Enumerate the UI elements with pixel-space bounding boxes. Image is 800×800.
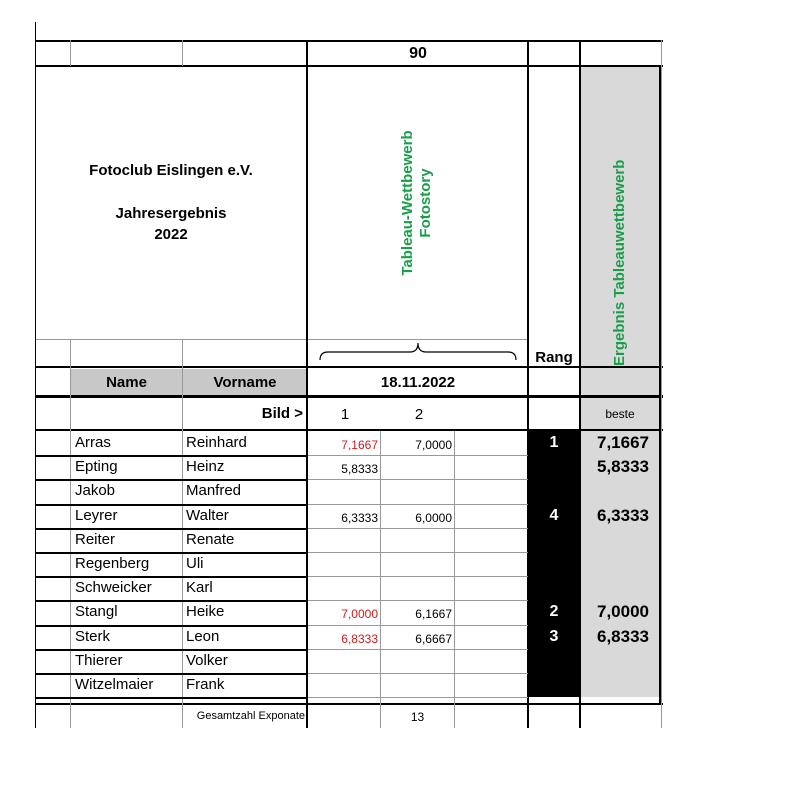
result-column-title: Ergebnis Tableauwettbewerb xyxy=(611,159,628,366)
row-divider xyxy=(35,552,307,554)
bild-label: Bild > xyxy=(261,405,303,422)
participant-firstname: Renate xyxy=(186,530,235,548)
participant-surname: Arras xyxy=(75,434,111,451)
picture-2-header: 2 xyxy=(414,406,424,423)
participant-firstname: Heike xyxy=(186,603,225,621)
score-picture-2: 6,6667 xyxy=(415,631,452,646)
participant-firstname: Manfred xyxy=(186,482,242,500)
club-name: Fotoclub Eislingen e.V. xyxy=(89,162,253,179)
row-divider xyxy=(308,552,528,553)
row-divider xyxy=(308,455,528,456)
participant-surname: Leyrer xyxy=(75,506,118,524)
row-divider xyxy=(308,479,528,480)
date-label: 18.11.2022 xyxy=(380,374,456,391)
row-divider xyxy=(308,697,528,698)
participant-surname: Regenberg xyxy=(75,555,150,572)
total-label: Gesamtzahl Exponate xyxy=(196,710,305,722)
name-header: Name xyxy=(106,374,147,391)
score-picture-2: 6,1667 xyxy=(415,607,452,622)
year-label: 2022 xyxy=(154,226,188,243)
score-picture-1: 6,3333 xyxy=(341,510,378,525)
participant-surname: Reiter xyxy=(75,530,116,548)
best-score: 6,3333 xyxy=(597,505,649,525)
participant-surname: Stangl xyxy=(75,603,118,621)
participant-firstname: Volker xyxy=(186,651,228,669)
participant-surname: Epting xyxy=(75,458,118,476)
row-divider xyxy=(35,649,307,651)
score-picture-1: 5,8333 xyxy=(341,462,378,477)
picture-1-header: 1 xyxy=(340,406,350,423)
row-divider xyxy=(35,697,307,699)
score-picture-1: 6,8333 xyxy=(341,631,378,646)
participant-firstname: Reinhard xyxy=(186,434,247,451)
score-picture-2: 7,0000 xyxy=(415,438,452,452)
row-divider xyxy=(35,673,307,675)
vorname-header: Vorname xyxy=(213,374,277,391)
score-picture-1: 7,0000 xyxy=(341,607,378,622)
rank-value: 1 xyxy=(549,434,559,451)
row-divider xyxy=(35,600,307,602)
participant-surname: Sterk xyxy=(75,627,111,645)
score-picture-2: 6,0000 xyxy=(415,510,452,525)
participant-surname: Schweicker xyxy=(75,579,152,597)
points-value: 90 xyxy=(409,45,427,62)
participant-firstname: Karl xyxy=(186,579,213,597)
rank-column-black xyxy=(529,431,579,697)
participant-firstname: Uli xyxy=(186,555,204,572)
row-divider xyxy=(308,673,528,674)
brace-icon xyxy=(318,340,518,362)
competition-line-2: Fotostory xyxy=(417,168,434,238)
rank-value: 2 xyxy=(549,603,559,621)
competition-title xyxy=(399,93,435,313)
best-score: 7,1667 xyxy=(597,433,649,452)
row-divider xyxy=(308,649,528,650)
participant-firstname: Frank xyxy=(186,676,225,693)
result-label: Jahresergebnis xyxy=(115,205,227,222)
rank-label: Rang xyxy=(535,349,573,366)
rank-value: 3 xyxy=(549,627,559,645)
row-divider xyxy=(35,576,307,578)
row-divider xyxy=(35,479,307,481)
participant-firstname: Leon xyxy=(186,627,220,645)
row-divider xyxy=(308,576,528,577)
competition-line-1: Tableau-Wettbewerb xyxy=(399,130,416,276)
participant-surname: Thierer xyxy=(75,651,123,669)
row-divider xyxy=(308,504,528,505)
participant-firstname: Walter xyxy=(186,506,229,524)
best-score: 6,8333 xyxy=(597,626,649,646)
row-divider xyxy=(35,528,307,530)
participant-surname: Jakob xyxy=(75,482,116,500)
score-picture-1: 7,1667 xyxy=(341,438,378,452)
best-score: 7,0000 xyxy=(597,602,649,622)
row-divider xyxy=(308,600,528,601)
row-divider xyxy=(308,528,528,529)
row-divider xyxy=(308,625,528,626)
row-divider xyxy=(35,455,307,457)
best-score: 5,8333 xyxy=(597,457,649,477)
best-header: beste xyxy=(605,407,635,421)
rank-value: 4 xyxy=(549,506,559,524)
participant-surname: Witzelmaier xyxy=(75,676,154,693)
total-value: 13 xyxy=(410,710,425,724)
participant-firstname: Heinz xyxy=(186,458,225,476)
